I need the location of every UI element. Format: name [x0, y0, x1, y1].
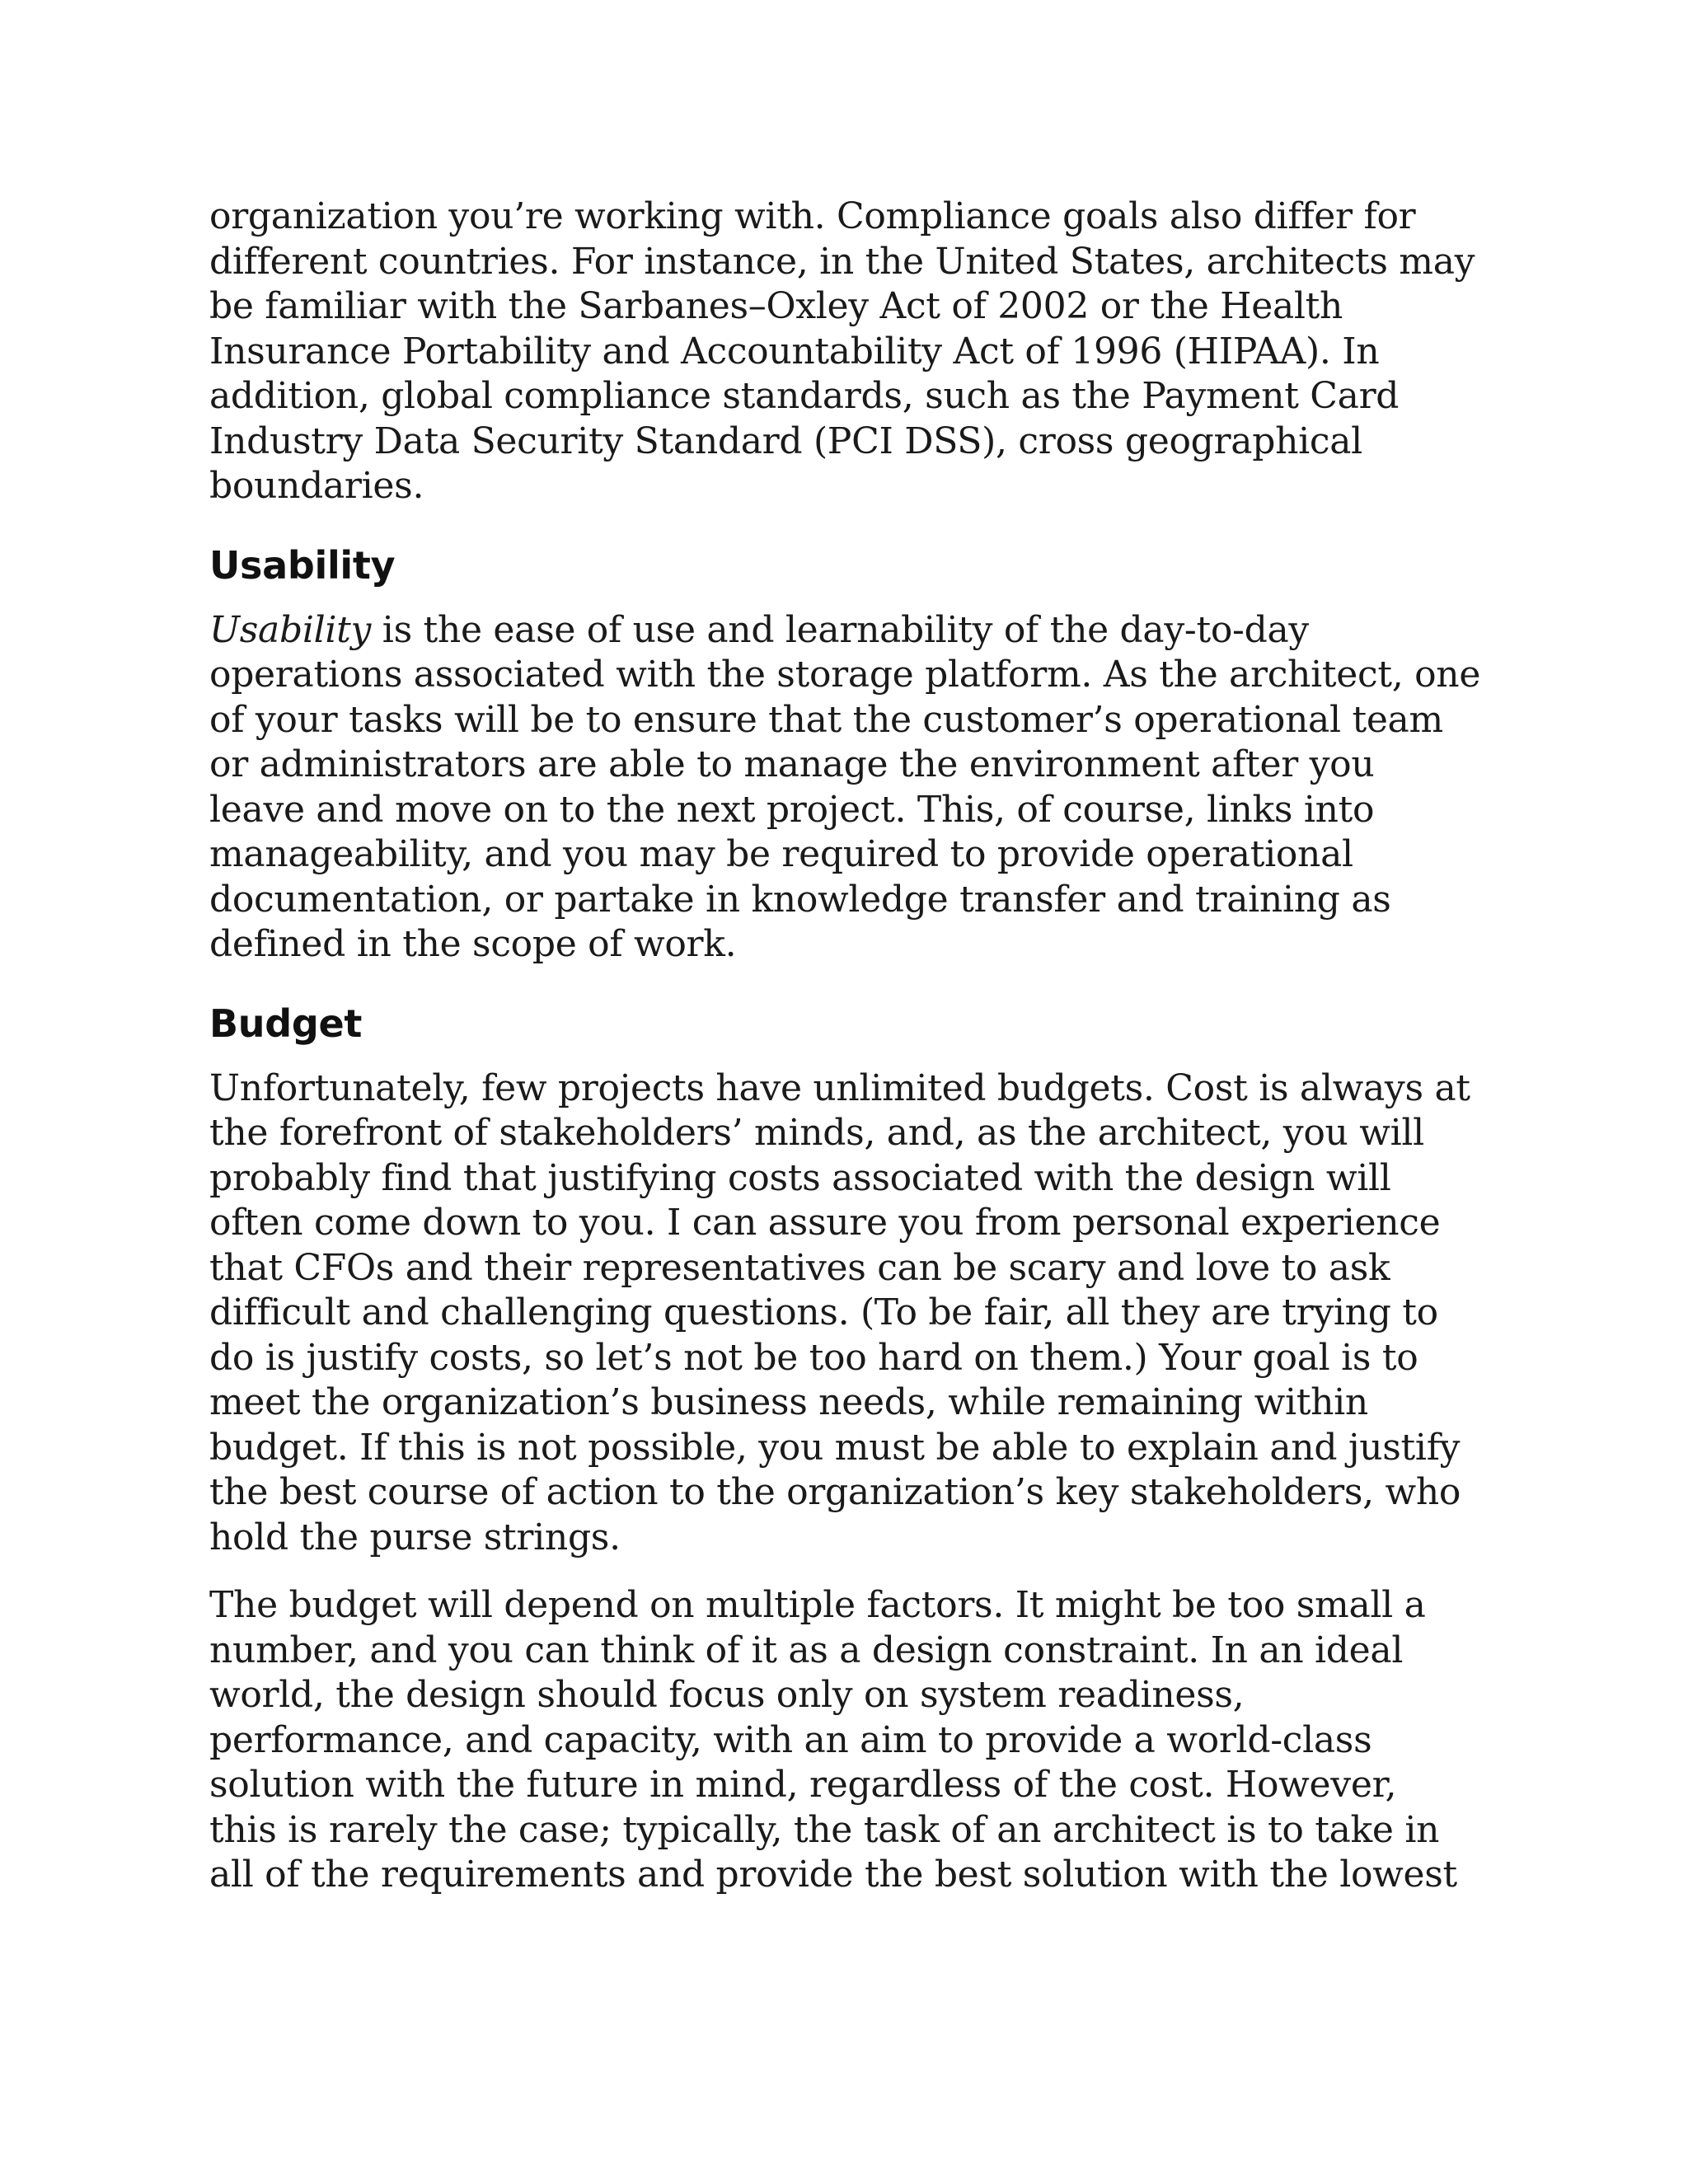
- text-line: addition, global compliance standards, such as the Payment Card: [209, 375, 1400, 417]
- text-line: be familiar with the Sarbanes–Oxley Act of 2002 or the Health: [209, 285, 1343, 327]
- text-line: defined in the scope of work.: [209, 923, 737, 965]
- text-line: Insurance Portability and Accountability Act of 1996 (HIPAA). In: [209, 330, 1380, 373]
- text-line: number, and you can think of it as a design constraint. In an ideal: [209, 1629, 1404, 1671]
- text-line: or administrators are able to manage the environment after you: [209, 743, 1375, 785]
- text-line: all of the requirements and provide the best solution with the lowest: [209, 1854, 1457, 1896]
- text-line: probably find that justifying costs associated with the design will: [209, 1156, 1391, 1199]
- text-line: the best course of action to the organization’s key stakeholders, who: [209, 1471, 1461, 1513]
- text-line: [209, 608, 1495, 654]
- document-page: [209, 194, 1495, 1921]
- text-line: often come down to you. I can assure you from personal experience: [209, 1202, 1441, 1244]
- text-line: do is justify costs, so let’s not be too hard on them.) Your goal is to: [209, 1336, 1418, 1379]
- text-line: manageability, and you may be required to provide operational: [209, 833, 1353, 875]
- text-line: different countries. For instance, in the United States, architects may: [209, 240, 1475, 283]
- text-line: Unfortunately, few projects have unlimited budgets. Cost is always at: [209, 1066, 1470, 1109]
- text-line: meet the organization’s business needs, while remaining within: [209, 1381, 1368, 1423]
- budget-paragraph-1: [209, 1066, 1495, 1561]
- intro-paragraph: [209, 194, 1495, 509]
- text-line: operations associated with the storage platform. As the architect, one: [209, 654, 1481, 696]
- usability-heading: Usability: [209, 542, 396, 588]
- text-line: the forefront of stakeholders’ minds, and, as the architect, you will: [209, 1112, 1424, 1154]
- budget-paragraph-2: [209, 1583, 1495, 1898]
- text-line: documentation, or partake in knowledge transfer and training as: [209, 878, 1391, 921]
- text-line: performance, and capacity, with an aim to provide a world-class: [209, 1718, 1372, 1761]
- usability-lead-term: Usability: [209, 608, 372, 651]
- text-line: of your tasks will be to ensure that the customer’s operational team: [209, 698, 1443, 741]
- text-line: organization you’re working with. Compliance goals also differ for: [209, 195, 1416, 237]
- text-line: solution with the future in mind, regardless of the cost. However,: [209, 1764, 1397, 1806]
- text-line: that CFOs and their representatives can be scary and love to ask: [209, 1246, 1390, 1289]
- text-line: The budget will depend on multiple factors. It might be too small a: [209, 1584, 1426, 1626]
- text-line: leave and move on to the next project. This, of course, links into: [209, 788, 1375, 831]
- text-line: boundaries.: [209, 465, 424, 507]
- text-line: Industry Data Security Standard (PCI DSS), cross geographical: [209, 419, 1362, 462]
- usability-paragraph: [209, 608, 1495, 968]
- usability-first-line-rest: is the ease of use and learnability of the day-to-day: [371, 608, 1309, 651]
- text-line: difficult and challenging questions. (To be fair, all they are trying to: [209, 1291, 1438, 1333]
- text-line: this is rarely the case; typically, the task of an architect is to take in: [209, 1808, 1440, 1851]
- budget-heading: Budget: [209, 1001, 363, 1046]
- text-line: budget. If this is not possible, you must be able to explain and justify: [209, 1426, 1461, 1469]
- text-line: world, the design should focus only on system readiness,: [209, 1674, 1245, 1716]
- text-line: hold the purse strings.: [209, 1516, 621, 1558]
